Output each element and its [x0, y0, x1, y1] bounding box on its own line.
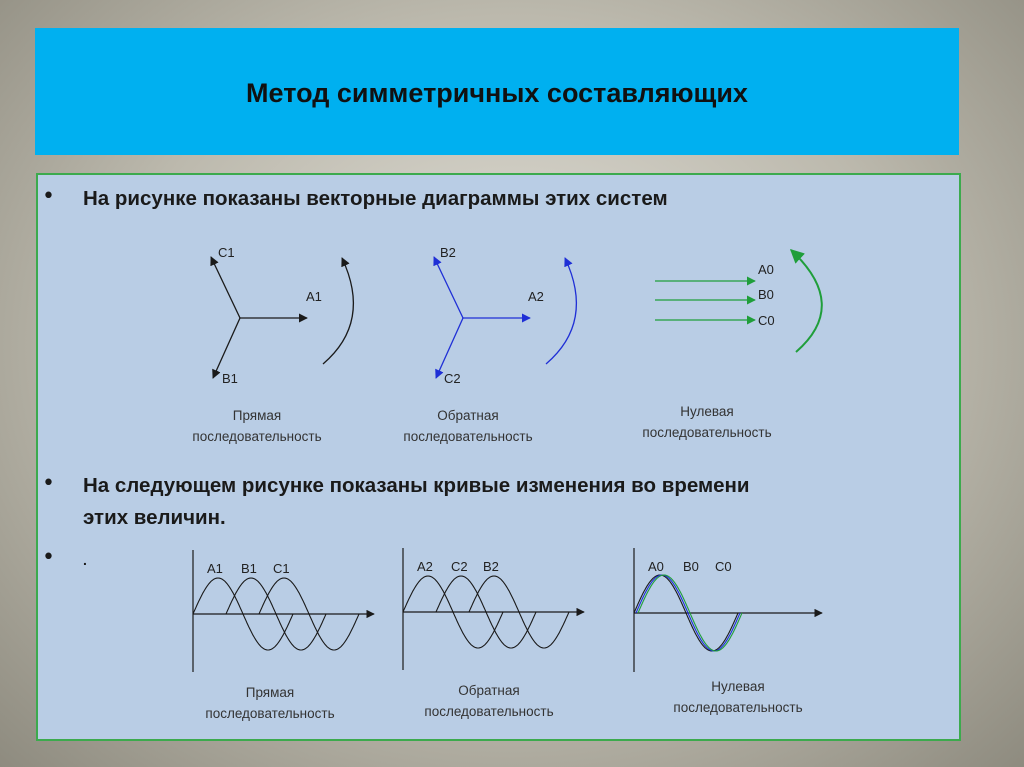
- caption-positive-2: последовательность: [192, 429, 322, 444]
- positive-vector-diagram: [192, 245, 353, 444]
- bullet-text-2: На следующем рисунке показаны кривые изменения во времени: [83, 474, 750, 497]
- caption-zero-time-1: Нулевая: [711, 679, 765, 694]
- bullet-marker: •: [42, 471, 55, 496]
- label-b0: B0: [758, 287, 774, 302]
- caption-zero-1: Нулевая: [680, 404, 734, 419]
- label-c1-wave: C1: [273, 561, 290, 576]
- caption-negative-2: последовательность: [403, 429, 533, 444]
- caption-zero-time-2: последовательность: [673, 700, 803, 715]
- label-c0-wave: C0: [715, 559, 732, 574]
- label-c2: C2: [444, 371, 461, 386]
- slide-title: Метод симметричных составляющих: [246, 78, 748, 108]
- bullet-marker: •: [42, 184, 55, 209]
- label-a2: A2: [528, 289, 544, 304]
- caption-negative-time-1: Обратная: [458, 683, 520, 698]
- label-c2-wave: C2: [451, 559, 468, 574]
- label-b1-wave: B1: [241, 561, 257, 576]
- vector-c2: [436, 318, 463, 378]
- vector-b2: [434, 257, 463, 318]
- caption-negative-1: Обратная: [437, 408, 499, 423]
- label-a2-wave: A2: [417, 559, 433, 574]
- label-a1-wave: A1: [207, 561, 223, 576]
- negative-time-diagram: [403, 548, 584, 719]
- caption-positive-time-1: Прямая: [245, 685, 295, 700]
- zero-vector-diagram: [642, 250, 821, 440]
- label-b1: B1: [222, 371, 238, 386]
- label-a1: A1: [306, 289, 322, 304]
- vector-c1: [211, 257, 240, 318]
- label-a0: A0: [758, 262, 774, 277]
- rotation-arrow-zero: [791, 250, 822, 352]
- caption-negative-time-2: последовательность: [424, 704, 554, 719]
- label-a0-wave: A0: [648, 559, 664, 574]
- caption-positive-time-2: последовательность: [205, 706, 335, 721]
- label-c0: C0: [758, 313, 775, 328]
- label-b2: B2: [440, 245, 456, 260]
- caption-positive-1: Прямая: [232, 408, 282, 423]
- rotation-arrow-positive: [323, 258, 353, 364]
- label-b2-wave: B2: [483, 559, 499, 574]
- rotation-arrow-negative: [546, 258, 576, 364]
- bullet-marker: •: [42, 545, 55, 570]
- label-b0-wave: B0: [683, 559, 699, 574]
- positive-time-diagram: [193, 550, 374, 721]
- negative-vector-diagram: [403, 245, 576, 444]
- vector-b1: [213, 318, 240, 378]
- bullet-text-2-cont: этих величин.: [83, 506, 226, 529]
- bullet-text-1: На рисунке показаны векторные диаграммы этих систем: [83, 187, 668, 210]
- zero-time-diagram: [634, 548, 822, 715]
- caption-zero-2: последовательность: [642, 425, 772, 440]
- label-c1: C1: [218, 245, 235, 260]
- bullet-text-3: .: [83, 552, 87, 568]
